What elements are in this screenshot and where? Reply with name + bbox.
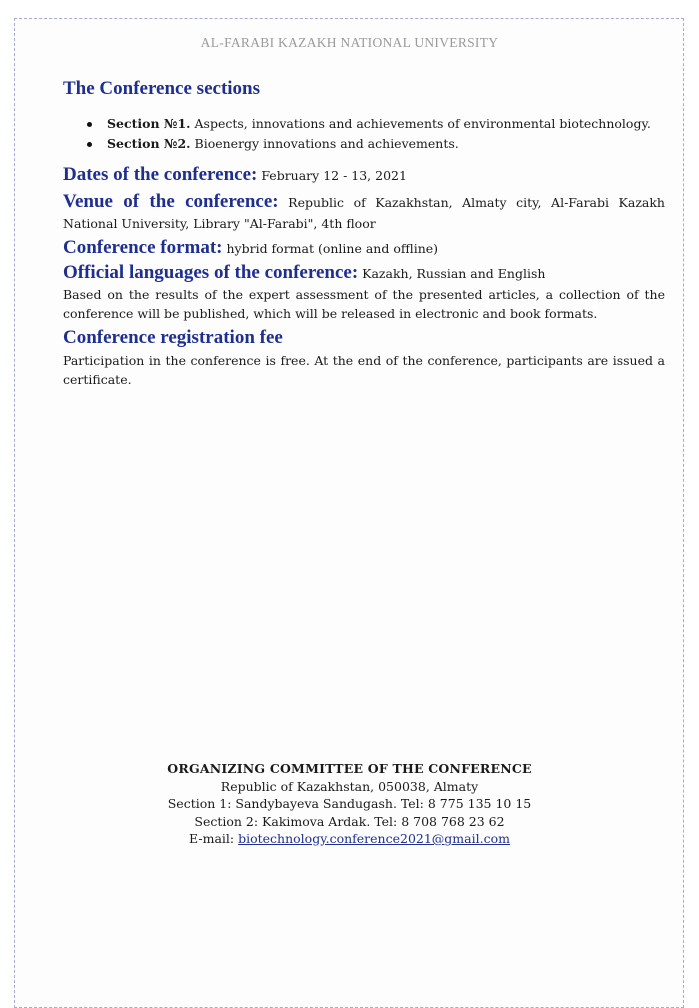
main-content [63, 76, 665, 389]
sections-list [63, 114, 665, 154]
languages-value: Kazakh, Russian and English [362, 266, 546, 281]
venue-value-line1: Republic of Kazakhstan, Almaty city, Al-Farabi Kazakh [288, 195, 665, 210]
organizing-committee [0, 760, 699, 848]
venue-row [63, 189, 665, 214]
section-label: Section №1. [107, 116, 191, 131]
dates-heading: Dates of the conference: [63, 164, 258, 185]
languages-row [63, 260, 665, 285]
committee-section1-contact: Section 1: Sandybayeva Sandugash. Tel: 8 775 135 10 15 [167, 796, 532, 811]
venue-heading: Venue of the conference: [63, 191, 279, 212]
section-label: Section №2. [107, 136, 191, 151]
email-label: E-mail: [189, 831, 239, 846]
dates-row [63, 162, 665, 187]
committee-email-row [0, 830, 699, 848]
fee-heading: Conference registration fee [63, 327, 283, 348]
sections-heading: The Conference sections [63, 78, 261, 99]
venue-value-line2: National University, Library "Al-Farabi", 4th floor [63, 216, 376, 231]
format-value: hybrid format (online and offline) [226, 241, 439, 256]
list-item [87, 134, 665, 154]
format-row [63, 235, 665, 260]
bullet-icon [87, 142, 92, 147]
university-header: AL-FARABI KAZAKH NATIONAL UNIVERSITY [200, 35, 499, 50]
languages-heading: Official languages of the conference: [63, 262, 359, 283]
list-item [87, 114, 665, 134]
committee-section2-contact: Section 2: Kakimova Ardak. Tel: 8 708 768 23 62 [194, 813, 505, 829]
committee-title: ORGANIZING COMMITTEE OF THE CONFERENCE [167, 761, 532, 776]
bullet-icon [87, 122, 92, 127]
fee-text: Participation in the conference is free. At the end of the conference, participants are issued a certificate. [63, 353, 665, 387]
section-text: Bioenergy innovations and achievements. [194, 136, 459, 151]
email-link[interactable]: biotechnology.conference2021@gmail.com [238, 831, 510, 846]
publication-note: Based on the results of the expert assessment of the presented articles, a collection of the conference will be published, which will be released in electronic and book formats. [63, 287, 665, 321]
section-text: Aspects, innovations and achievements of environmental biotechnology. [194, 116, 651, 131]
committee-address: Republic of Kazakhstan, 050038, Almaty [220, 778, 479, 794]
format-heading: Conference format: [63, 237, 223, 258]
dates-value: February 12 - 13, 2021 [261, 168, 407, 183]
